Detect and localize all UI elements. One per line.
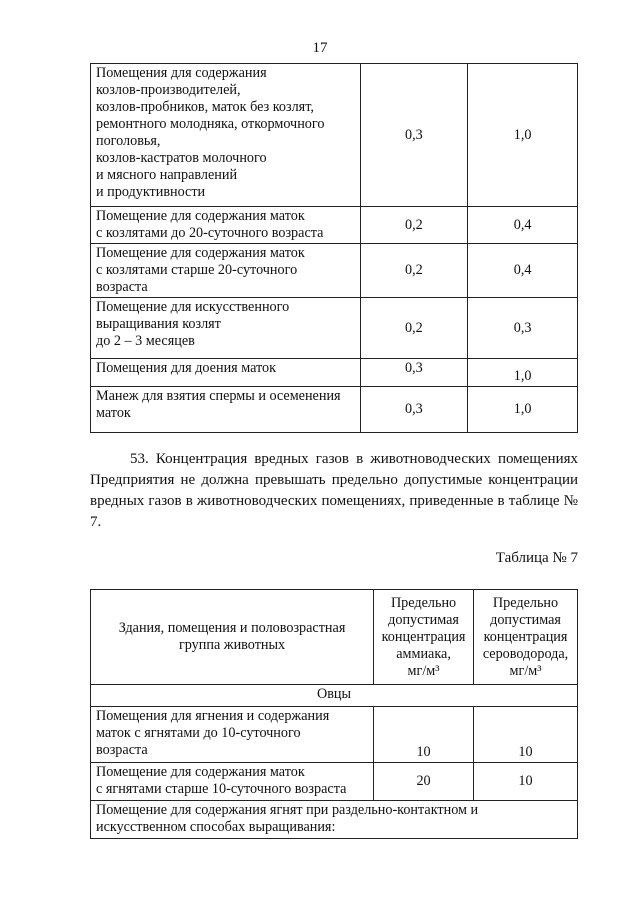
table-row: [91, 64, 578, 207]
value-cell: 0,3: [360, 387, 468, 433]
room-name-cell: [91, 801, 578, 839]
group-label-sheep: Овцы: [91, 685, 578, 707]
header-line: мг/м³: [407, 662, 440, 679]
table-caption: Таблица № 7: [495, 550, 578, 566]
cell-line: Помещение для искусственного: [96, 299, 290, 315]
cell-line: возраста: [96, 279, 148, 295]
value-cell: 0,2: [360, 207, 468, 244]
cell-line: поголовья,: [96, 133, 161, 149]
cell-line: Манеж для взятия спермы и осеменения: [96, 388, 341, 404]
room-name-cell: [91, 64, 361, 207]
table-row: [91, 763, 578, 801]
table-row: [91, 298, 578, 359]
room-name-cell: [91, 298, 361, 359]
table-row: [91, 359, 578, 387]
group-row: [91, 685, 578, 707]
header-line: допустимая: [388, 611, 459, 628]
header-line: концентрация: [381, 628, 466, 645]
value-cell: 0,3: [468, 298, 578, 359]
header-line: мг/м³: [509, 662, 542, 679]
cell-line: Помещение для содержания маток: [96, 245, 305, 261]
cell-line: козлов-кастратов молочного: [96, 150, 267, 166]
room-name-cell: [91, 387, 361, 433]
table-row: [91, 801, 578, 839]
cell-line: Помещения для содержания: [96, 65, 267, 81]
gas-limits-table-sheep: [90, 589, 578, 839]
value-cell: 1,0: [468, 359, 578, 387]
cell-line: искусственном способах выращивания:: [96, 819, 336, 835]
header-line: группа животных: [178, 637, 286, 653]
cell-line: Помещение для содержания ягнят при раздельно-контактном и: [96, 802, 479, 818]
cell-line: выращивания козлят: [96, 316, 221, 332]
header-line: Здания, помещения и половозрастная: [118, 620, 346, 636]
cell-line: с козлятами до 20-суточного возраста: [96, 225, 324, 241]
header-room-column: [91, 590, 374, 685]
header-line: концентрация: [483, 628, 568, 645]
table-header-row: [91, 590, 578, 685]
cell-line: Помещение для содержания маток: [96, 208, 305, 224]
cell-line: козлов-производителей,: [96, 82, 241, 98]
cell-line: маток: [96, 405, 131, 421]
cell-line: с козлятами старше 20-суточного: [96, 262, 298, 278]
room-name-cell: [91, 207, 361, 244]
paragraph-53: 53. Концентрация вредных газов в животноводческих помещениях Предприятия не должна превышать предельно допустимые концентрации вредных газов в животноводческих помещениях, приведенные в таблице № 7.: [90, 451, 578, 530]
header-line: Предельно: [492, 594, 559, 611]
header-hydrogen-sulfide-column: [474, 590, 578, 685]
table-row: [91, 387, 578, 433]
value-cell: 10: [474, 707, 578, 763]
table-row: [91, 707, 578, 763]
cell-line: возраста: [96, 742, 148, 758]
cell-line: и продуктивности: [96, 184, 206, 200]
cell-line: и мясного направлений: [96, 167, 238, 183]
table-row: [91, 244, 578, 298]
room-name-cell: [91, 763, 374, 801]
page-number: 17: [312, 40, 328, 56]
value-cell: 10: [374, 707, 474, 763]
value-cell: 10: [474, 763, 578, 801]
header-line: сероводорода,: [482, 645, 569, 662]
value-cell: 0,3: [360, 359, 468, 387]
value-cell: 1,0: [468, 387, 578, 433]
header-ammonia-column: [374, 590, 474, 685]
table-row: [91, 207, 578, 244]
value-cell: 0,2: [360, 244, 468, 298]
cell-line: Помещения для доения маток: [96, 360, 277, 376]
room-name-cell: [91, 244, 361, 298]
cell-line: маток с ягнятами до 10-суточного: [96, 725, 301, 741]
cell-line: Помещение для содержания маток: [96, 764, 305, 780]
header-line: Предельно: [390, 594, 457, 611]
value-cell: 20: [374, 763, 474, 801]
header-line: допустимая: [490, 611, 561, 628]
header-line: аммиака,: [396, 645, 451, 662]
cell-line: ремонтного молодняка, откормочного: [96, 116, 325, 132]
cell-line: с ягнятами старше 10-суточного возраста: [96, 781, 347, 797]
cell-line: Помещения для ягнения и содержания: [96, 708, 330, 724]
cell-line: козлов-пробников, маток без козлят,: [96, 99, 314, 115]
cell-line: до 2 – 3 месяцев: [96, 333, 195, 349]
room-name-cell: [91, 359, 361, 387]
value-cell: 0,2: [360, 298, 468, 359]
gas-limits-table-goats: [90, 63, 578, 433]
room-name-cell: [91, 707, 374, 763]
value-cell: 0,4: [468, 207, 578, 244]
value-cell: 0,4: [468, 244, 578, 298]
value-cell: 0,3: [360, 64, 468, 207]
value-cell: 1,0: [468, 64, 578, 207]
